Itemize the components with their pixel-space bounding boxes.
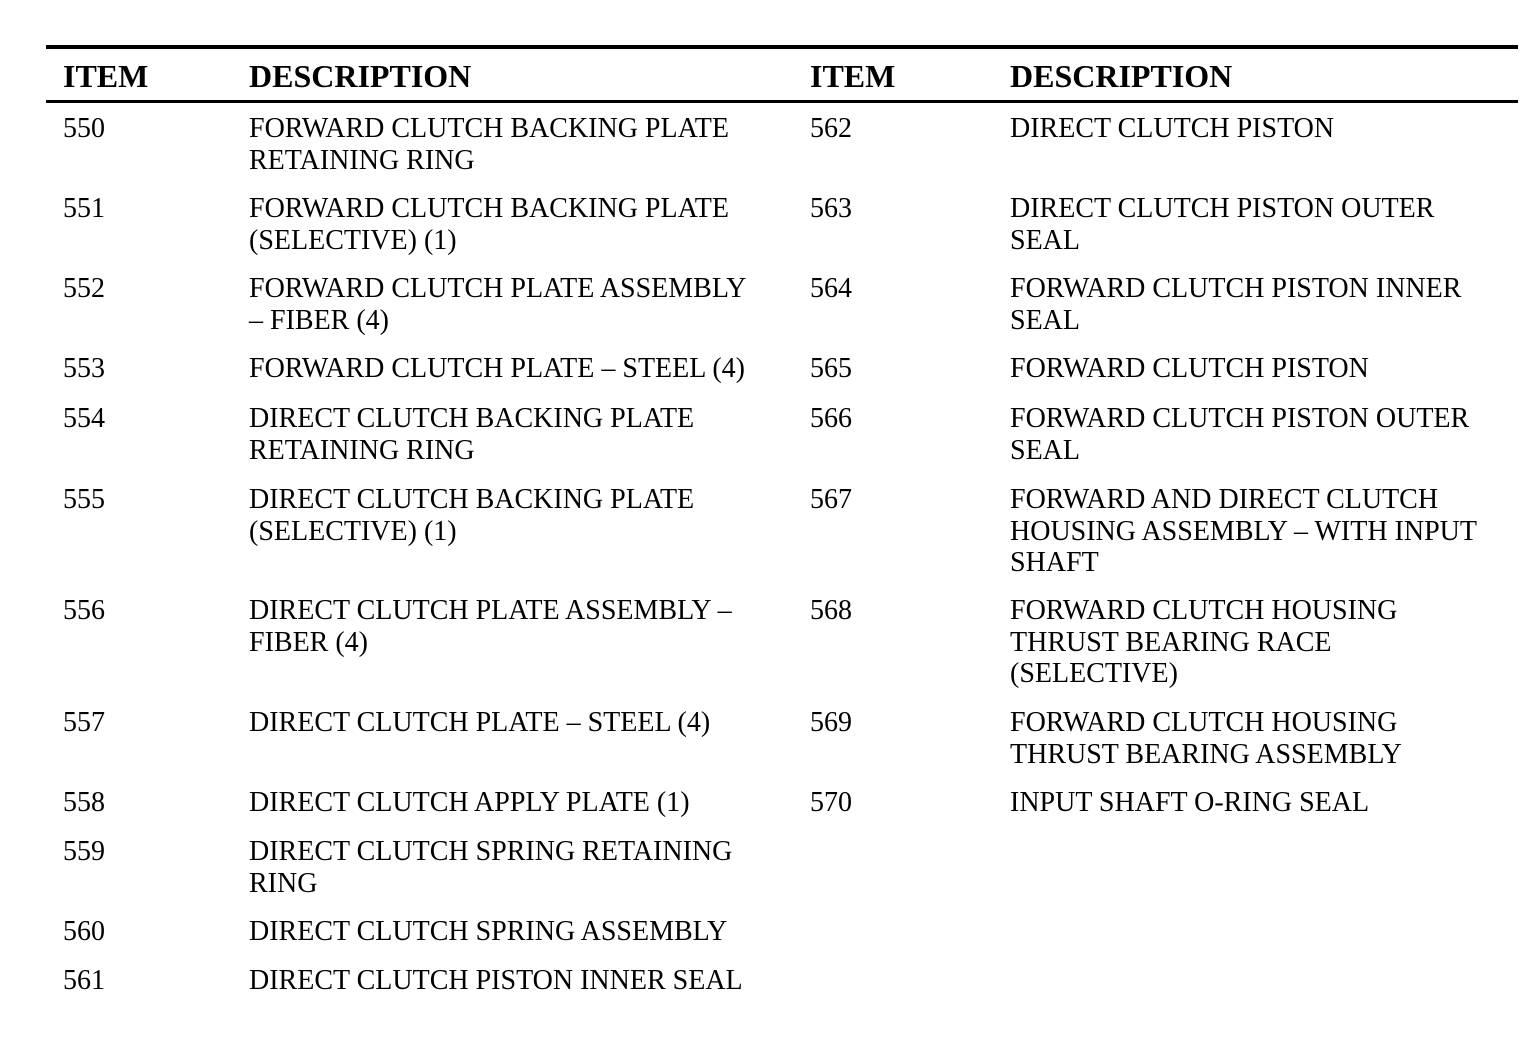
item-number: 552 [63, 273, 105, 304]
item-description: DIRECT CLUTCH PISTON INNER SEAL [249, 965, 743, 996]
item-number: 565 [810, 353, 852, 384]
item-number: 554 [63, 403, 105, 434]
header-description-right: DESCRIPTION [1010, 58, 1233, 94]
header-item-right: ITEM [810, 58, 896, 94]
item-number: 568 [810, 595, 852, 626]
item-description: DIRECT CLUTCH PISTON [1010, 113, 1335, 144]
item-number: 570 [810, 787, 852, 818]
item-description: DIRECT CLUTCH BACKING PLATE (SELECTIVE) (1) [249, 484, 695, 547]
item-description: FORWARD CLUTCH PLATE ASSEMBLY – FIBER (4) [249, 273, 747, 336]
item-description: DIRECT CLUTCH PLATE ASSEMBLY – FIBER (4) [249, 595, 732, 658]
item-number: 559 [63, 836, 105, 867]
item-number: 564 [810, 273, 852, 304]
table-body [46, 103, 1518, 1043]
item-number: 553 [63, 353, 105, 384]
item-description: INPUT SHAFT O-RING SEAL [1010, 787, 1370, 818]
item-description: FORWARD CLUTCH HOUSING THRUST BEARING RACE (SELECTIVE) [1010, 595, 1398, 689]
item-number: 563 [810, 193, 852, 224]
item-number: 560 [63, 916, 105, 947]
item-description: FORWARD AND DIRECT CLUTCH HOUSING ASSEMBLY – WITH INPUT SHAFT [1010, 484, 1477, 578]
header-item-left: ITEM [63, 58, 149, 94]
item-description: FORWARD CLUTCH PISTON INNER SEAL [1010, 273, 1462, 336]
item-number: 567 [810, 484, 852, 515]
item-description: DIRECT CLUTCH APPLY PLATE (1) [249, 787, 690, 818]
item-number: 561 [63, 965, 105, 996]
item-number: 550 [63, 113, 105, 144]
item-number: 569 [810, 707, 852, 738]
header-description-left: DESCRIPTION [249, 58, 472, 94]
item-description: DIRECT CLUTCH PLATE – STEEL (4) [249, 707, 711, 738]
item-number: 562 [810, 113, 852, 144]
item-number: 556 [63, 595, 105, 626]
item-number: 558 [63, 787, 105, 818]
item-description: FORWARD CLUTCH BACKING PLATE RETAINING RING [249, 113, 729, 176]
item-description: DIRECT CLUTCH SPRING ASSEMBLY [249, 916, 728, 947]
item-number: 566 [810, 403, 852, 434]
item-description: DIRECT CLUTCH BACKING PLATE RETAINING RING [249, 403, 695, 466]
item-number: 555 [63, 484, 105, 515]
item-description: FORWARD CLUTCH HOUSING THRUST BEARING ASSEMBLY [1010, 707, 1402, 770]
item-number: 551 [63, 193, 105, 224]
item-description: DIRECT CLUTCH PISTON OUTER SEAL [1010, 193, 1435, 256]
item-description: DIRECT CLUTCH SPRING RETAINING RING [249, 836, 733, 899]
table-header-row [46, 49, 1518, 100]
item-description: FORWARD CLUTCH PISTON OUTER SEAL [1010, 403, 1470, 466]
item-description: FORWARD CLUTCH PLATE – STEEL (4) [249, 353, 745, 384]
parts-table [46, 45, 1518, 1043]
item-number: 557 [63, 707, 105, 738]
item-description: FORWARD CLUTCH PISTON [1010, 353, 1369, 384]
item-description: FORWARD CLUTCH BACKING PLATE (SELECTIVE) (1) [249, 193, 729, 256]
